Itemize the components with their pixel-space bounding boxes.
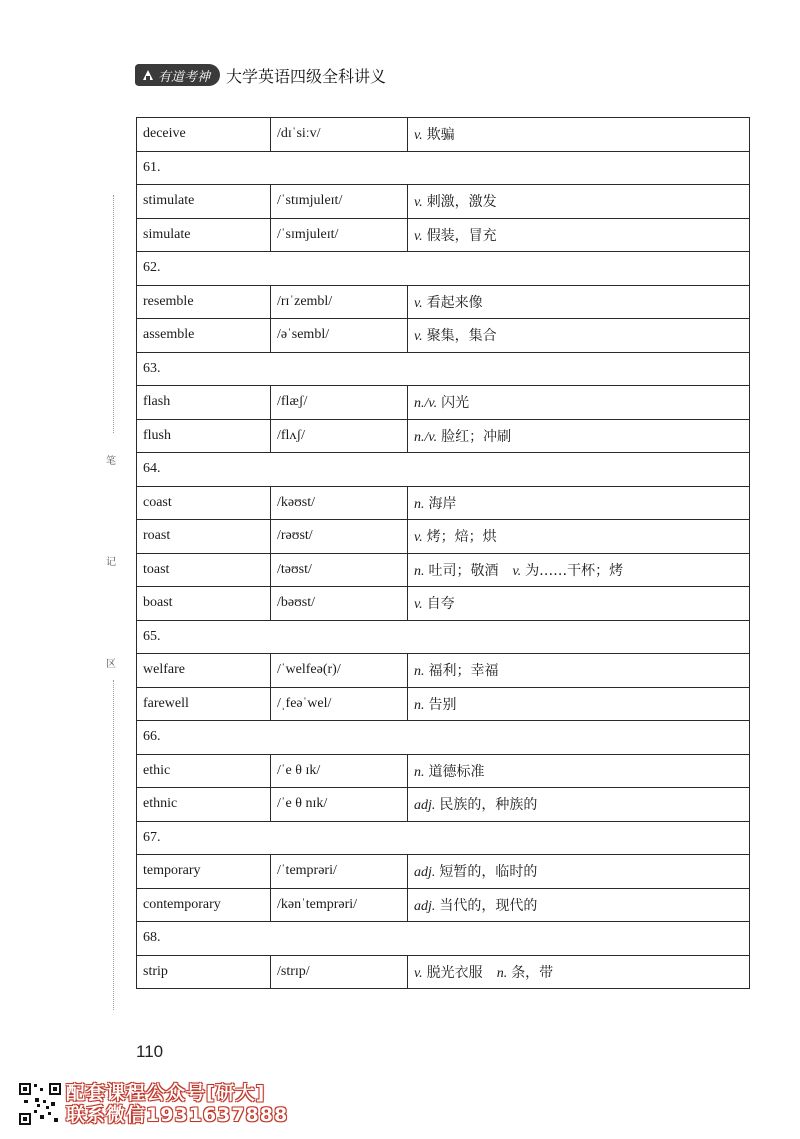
- word-row: [137, 520, 750, 554]
- group-number: 65.: [137, 620, 750, 654]
- word-cell: toast: [137, 553, 271, 587]
- book-title: 大学英语四级全科讲义: [226, 66, 387, 86]
- definition-text: 道德标准: [428, 763, 485, 780]
- meaning-cell: [408, 888, 750, 922]
- word-cell: assemble: [137, 319, 271, 353]
- definition-text: 假装，冒充: [426, 227, 497, 244]
- definition-text: 短暂的，临时的: [439, 864, 538, 881]
- note-margin-rule-top: [113, 195, 114, 433]
- word-cell: flash: [137, 386, 271, 420]
- phonetic-cell: /flʌʃ/: [271, 419, 408, 453]
- part-of-speech: n.: [414, 697, 425, 713]
- word-cell: strip: [137, 955, 271, 989]
- phonetic-cell: /ˈstɪmjuleɪt/: [271, 185, 408, 219]
- part-of-speech: adj.: [414, 798, 436, 814]
- word-row: [137, 386, 750, 420]
- word-cell: coast: [137, 486, 271, 520]
- group-header-row: [137, 151, 750, 185]
- part-of-speech: n.: [414, 764, 425, 780]
- promo-line-1: 配套课程公众号[研大]: [66, 1082, 266, 1104]
- meaning-cell: [408, 386, 750, 420]
- word-cell: ethnic: [137, 788, 271, 822]
- word-cell: ethic: [137, 754, 271, 788]
- word-row: [137, 754, 750, 788]
- group-number: 66.: [137, 721, 750, 755]
- part-of-speech: n./v.: [414, 429, 438, 445]
- group-header-row: [137, 252, 750, 286]
- word-cell: resemble: [137, 285, 271, 319]
- phonetic-cell: /rəʊst/: [271, 520, 408, 554]
- word-row: [137, 118, 750, 152]
- definition-text: 为……干杯；烤: [525, 562, 624, 579]
- page-number: 110: [136, 1042, 164, 1061]
- group-number: 62.: [137, 252, 750, 286]
- word-row: [137, 319, 750, 353]
- phonetic-cell: /ˈwelfeə(r)/: [271, 654, 408, 688]
- part-of-speech: n.: [414, 563, 425, 579]
- phonetic-cell: /dɪˈsiːv/: [271, 118, 408, 152]
- meaning-cell: [408, 218, 750, 252]
- phonetic-cell: /bəʊst/: [271, 587, 408, 621]
- phonetic-cell: /təʊst/: [271, 553, 408, 587]
- part-of-speech: n.: [414, 496, 425, 512]
- word-row: [137, 285, 750, 319]
- word-row: [137, 587, 750, 621]
- word-row: [137, 419, 750, 453]
- meaning-cell: [408, 855, 750, 889]
- word-cell: stimulate: [137, 185, 271, 219]
- definition-text: 欺骗: [426, 127, 455, 144]
- part-of-speech: n.: [496, 965, 508, 981]
- word-cell: welfare: [137, 654, 271, 688]
- part-of-speech: v.: [414, 128, 423, 144]
- definition-text: 条，带: [511, 964, 554, 981]
- phonetic-cell: /əˈsembl/: [271, 319, 408, 353]
- word-row: [137, 218, 750, 252]
- promo-line-2: 联系微信1931637888: [66, 1104, 289, 1126]
- word-row: [137, 486, 750, 520]
- definition-text: 刺激，激发: [426, 194, 497, 211]
- definition-text: 自夸: [426, 596, 455, 613]
- definition-text: 吐司；敬酒: [428, 562, 499, 579]
- vocabulary-table-body: [137, 118, 750, 989]
- definition-text: 聚集，集合: [426, 328, 497, 345]
- word-row: [137, 955, 750, 989]
- part-of-speech: v.: [414, 228, 423, 244]
- phonetic-cell: /ˈtemprəri/: [271, 855, 408, 889]
- meaning-cell: [408, 654, 750, 688]
- word-row: [137, 654, 750, 688]
- meaning-cell: [408, 754, 750, 788]
- page-header: [135, 62, 386, 88]
- meaning-cell: [408, 587, 750, 621]
- part-of-speech: adj.: [414, 898, 436, 914]
- word-cell: contemporary: [137, 888, 271, 922]
- phonetic-cell: /ˈsɪmjuleɪt/: [271, 218, 408, 252]
- group-header-row: [137, 352, 750, 386]
- note-label-3: 区: [106, 659, 116, 670]
- group-header-row: [137, 821, 750, 855]
- phonetic-cell: /ˌfeəˈwel/: [271, 687, 408, 721]
- part-of-speech: n.: [414, 664, 425, 680]
- phonetic-cell: /rɪˈzembl/: [271, 285, 408, 319]
- meaning-cell: [408, 955, 750, 989]
- word-cell: deceive: [137, 118, 271, 152]
- phonetic-cell: /flæʃ/: [271, 386, 408, 420]
- word-row: [137, 855, 750, 889]
- meaning-cell: [408, 553, 750, 587]
- meaning-cell: [408, 419, 750, 453]
- definition-text: 脱光衣服: [426, 964, 483, 981]
- phonetic-cell: /kənˈtemprəri/: [271, 888, 408, 922]
- meaning-cell: [408, 285, 750, 319]
- definition-text: 闪光: [441, 395, 470, 412]
- meaning-cell: [408, 319, 750, 353]
- group-number: 63.: [137, 352, 750, 386]
- qr-code-icon: [18, 1082, 62, 1126]
- group-header-row: [137, 721, 750, 755]
- meaning-cell: [408, 788, 750, 822]
- note-label-1: 笔: [106, 456, 116, 467]
- definition-text: 福利；幸福: [428, 663, 499, 680]
- part-of-speech: v.: [414, 295, 423, 311]
- part-of-speech: v.: [414, 195, 423, 211]
- part-of-speech: v.: [414, 965, 423, 981]
- lamp-logo-icon: [141, 68, 155, 82]
- word-cell: flush: [137, 419, 271, 453]
- definition-text: 脸红；冲刷: [441, 428, 512, 445]
- word-cell: boast: [137, 587, 271, 621]
- part-of-speech: v.: [414, 329, 423, 345]
- note-margin-rule-bottom: [113, 680, 114, 1010]
- part-of-speech: v.: [414, 597, 423, 613]
- definition-text: 烤；焙；烘: [426, 529, 497, 546]
- group-header-row: [137, 620, 750, 654]
- word-row: [137, 553, 750, 587]
- word-row: [137, 687, 750, 721]
- group-number: 61.: [137, 151, 750, 185]
- group-header-row: [137, 453, 750, 487]
- definition-text: 看起来像: [426, 294, 483, 311]
- word-cell: temporary: [137, 855, 271, 889]
- phonetic-cell: /kəʊst/: [271, 486, 408, 520]
- definition-text: 海岸: [428, 495, 457, 512]
- word-row: [137, 788, 750, 822]
- part-of-speech: n./v.: [414, 396, 438, 412]
- meaning-cell: [408, 520, 750, 554]
- word-cell: roast: [137, 520, 271, 554]
- word-cell: farewell: [137, 687, 271, 721]
- vocabulary-table: [136, 117, 750, 989]
- meaning-cell: [408, 687, 750, 721]
- phonetic-cell: /ˈe θ nɪk/: [271, 788, 408, 822]
- group-number: 67.: [137, 821, 750, 855]
- footer-promo: [18, 1082, 288, 1126]
- part-of-speech: v.: [414, 530, 423, 546]
- definition-text: 告别: [428, 696, 457, 713]
- word-row: [137, 888, 750, 922]
- group-number: 68.: [137, 922, 750, 956]
- phonetic-cell: /strɪp/: [271, 955, 408, 989]
- word-cell: simulate: [137, 218, 271, 252]
- note-label-2: 记: [106, 557, 116, 568]
- part-of-speech: adj.: [414, 865, 436, 881]
- part-of-speech: v.: [512, 563, 522, 579]
- word-row: [137, 185, 750, 219]
- meaning-cell: [408, 486, 750, 520]
- definition-text: 民族的，种族的: [439, 797, 538, 814]
- group-number: 64.: [137, 453, 750, 487]
- meaning-cell: [408, 118, 750, 152]
- phonetic-cell: /ˈe θ ɪk/: [271, 754, 408, 788]
- group-header-row: [137, 922, 750, 956]
- meaning-cell: [408, 185, 750, 219]
- brand-badge-text: 有道考神: [158, 69, 211, 85]
- brand-badge: [135, 64, 220, 86]
- definition-text: 当代的，现代的: [439, 897, 538, 914]
